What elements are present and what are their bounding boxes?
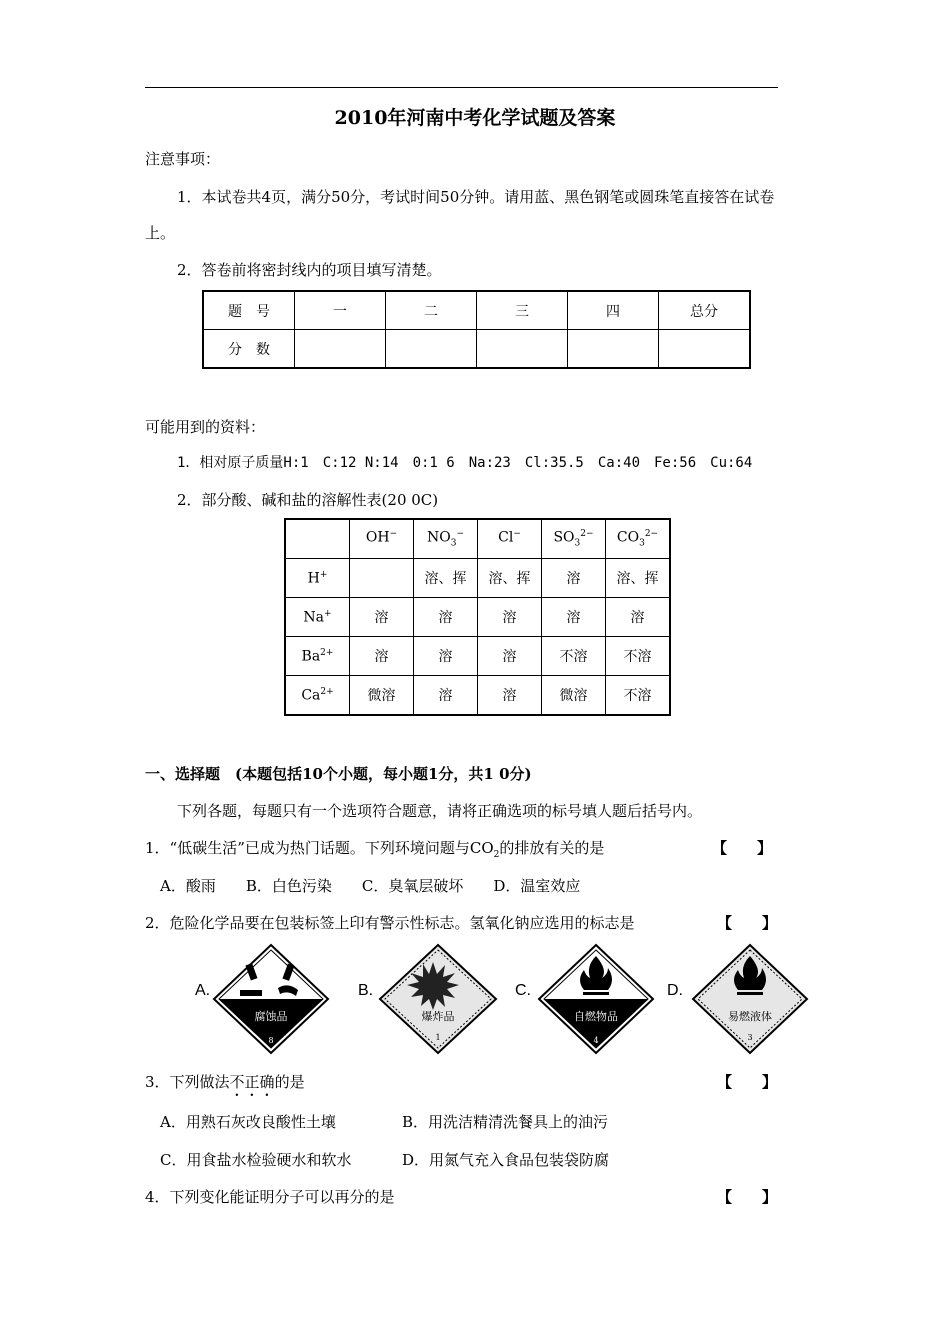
question-1-options: A．酸雨 B．白色污染 C．臭氧层破坏 D．温室效应: [160, 877, 581, 895]
notice-heading: 注意事项：: [145, 150, 221, 168]
cation-header: Na+: [285, 598, 350, 637]
svg-text:爆炸品: 爆炸品: [421, 1010, 455, 1023]
table-row: [203, 291, 750, 330]
score-header-cell: 四: [568, 291, 659, 330]
solubility-cell: 溶: [350, 637, 414, 676]
page-title: 2010年河南中考化学试题及答案: [334, 107, 616, 129]
section-intro: 下列各题，每题只有一个选项符合题意，请将正确选项的标号填人题后括号内。: [177, 802, 703, 820]
solubility-cell: [350, 559, 414, 598]
notice-item-1-cont: 上。: [145, 224, 176, 242]
svg-text:3: 3: [747, 1033, 753, 1042]
solubility-cell: 溶、挥: [478, 559, 542, 598]
solubility-cell: 溶: [478, 676, 542, 716]
score-table: [202, 290, 751, 369]
question-3-option-b: B．用洗洁精清洗餐具上的油污: [402, 1113, 609, 1131]
answer-bracket[interactable]: 【 】: [717, 914, 778, 932]
explosion-icon: [353, 942, 513, 1057]
question-3-option-a: A．用熟石灰改良酸性土壤: [160, 1113, 336, 1131]
score-header-cell: 总分: [659, 291, 751, 330]
score-input-cell[interactable]: [659, 330, 751, 369]
svg-text:1: 1: [435, 1033, 441, 1042]
flammable-liquid-sign: D. 易燃液体 3: [667, 942, 827, 1057]
solubility-cell: 溶、挥: [606, 559, 671, 598]
score-input-cell[interactable]: [386, 330, 477, 369]
question-3-option-c: C．用食盐水检验硬水和软水: [160, 1151, 352, 1169]
question-3: 3．下列做法不正确的是: [145, 1073, 305, 1091]
cation-header: $Ca^{2+}$: [285, 676, 350, 716]
solubility-cell: 溶、挥: [414, 559, 478, 598]
solubility-cell: 不溶: [606, 676, 671, 716]
flame-icon: [513, 942, 673, 1057]
table-row: [203, 330, 750, 369]
spontaneous-combustion-sign: C. 自燃物品 4: [513, 942, 673, 1057]
solubility-cell: 微溶: [542, 676, 606, 716]
solubility-cell: 溶: [414, 637, 478, 676]
solubility-cell: 溶: [414, 676, 478, 716]
solubility-cell: 溶: [542, 598, 606, 637]
anion-header: $SO_3^{2-}$: [542, 519, 606, 559]
svg-text:腐蚀品: 腐蚀品: [254, 1010, 288, 1023]
atomic-masses: 1．相对原子质量H:1 C:12 N:14 0:1 6 Na:23 Cl:35.5 Ca:40 Fe:56 Cu:64: [177, 455, 753, 471]
anion-header: Cl−: [478, 519, 542, 559]
flame-icon: [667, 942, 827, 1057]
solubility-caption: 2．部分酸、碱和盐的溶解性表(20 0C): [177, 491, 439, 509]
solubility-cell: 溶: [478, 598, 542, 637]
table-row: [285, 559, 670, 598]
corner-cell: [285, 519, 350, 559]
score-header-cell: 题 号: [203, 291, 295, 330]
cation-header: H+: [285, 559, 350, 598]
question-1: 1．“低碳生活”已成为热门话题。下列环境问题与$CO_2$的排放有关的是: [145, 839, 605, 860]
score-header-cell: 三: [477, 291, 568, 330]
solubility-cell: 溶: [606, 598, 671, 637]
score-input-cell[interactable]: [477, 330, 568, 369]
resources-heading: 可能用到的资料：: [145, 418, 266, 436]
table-row: [285, 676, 670, 716]
answer-bracket[interactable]: 【 】: [717, 1188, 778, 1206]
question-3-option-d: D．用氮气充入食品包装袋防腐: [402, 1151, 610, 1169]
notice-item-2: 2．答卷前将密封线内的项目填写清楚。: [177, 261, 442, 279]
section-heading: 一、选择题 (本题包括10个小题，每小题1分，共1 0分): [145, 765, 532, 783]
solubility-cell: 溶: [414, 598, 478, 637]
corrosive-sign: A. 腐蚀品 8: [190, 942, 350, 1057]
score-header-cell: 一: [295, 291, 386, 330]
answer-bracket[interactable]: 【 】: [712, 839, 773, 857]
svg-text:易燃液体: 易燃液体: [728, 1010, 772, 1023]
solubility-cell: 溶: [542, 559, 606, 598]
anion-header: $NO_3^-$: [414, 519, 478, 559]
svg-text:自燃物品: 自燃物品: [574, 1010, 618, 1023]
svg-text:4: 4: [593, 1036, 599, 1045]
cation-header: $Ba^{2+}$: [285, 637, 350, 676]
top-rule: [145, 87, 778, 88]
explosive-sign: B. 爆炸品 1: [353, 942, 513, 1057]
anion-header: $CO_3^{2-}$: [606, 519, 671, 559]
solubility-cell: 不溶: [606, 637, 671, 676]
answer-bracket[interactable]: 【 】: [717, 1073, 778, 1091]
solubility-cell: 微溶: [350, 676, 414, 716]
table-row: [285, 519, 670, 559]
svg-text:8: 8: [268, 1036, 274, 1045]
table-row: [285, 598, 670, 637]
score-input-cell[interactable]: [568, 330, 659, 369]
table-row: [285, 637, 670, 676]
question-4: 4．下列变化能证明分子可以再分的是: [145, 1188, 395, 1206]
solubility-table: [284, 518, 671, 716]
score-input-cell[interactable]: [295, 330, 386, 369]
notice-item-1: 1．本试卷共4页，满分50分，考试时间50分钟。请用蓝、黑色钢笔或圆珠笔直接答在试卷: [177, 188, 775, 206]
solubility-cell: 溶: [350, 598, 414, 637]
score-row-label: 分 数: [203, 330, 295, 369]
solubility-cell: 溶: [478, 637, 542, 676]
anion-header: OH−: [350, 519, 414, 559]
score-header-cell: 二: [386, 291, 477, 330]
solubility-cell: 不溶: [542, 637, 606, 676]
corrosive-icon: [190, 942, 350, 1057]
question-2: 2．危险化学品要在包装标签上印有警示性标志。氢氧化钠应选用的标志是: [145, 914, 635, 932]
